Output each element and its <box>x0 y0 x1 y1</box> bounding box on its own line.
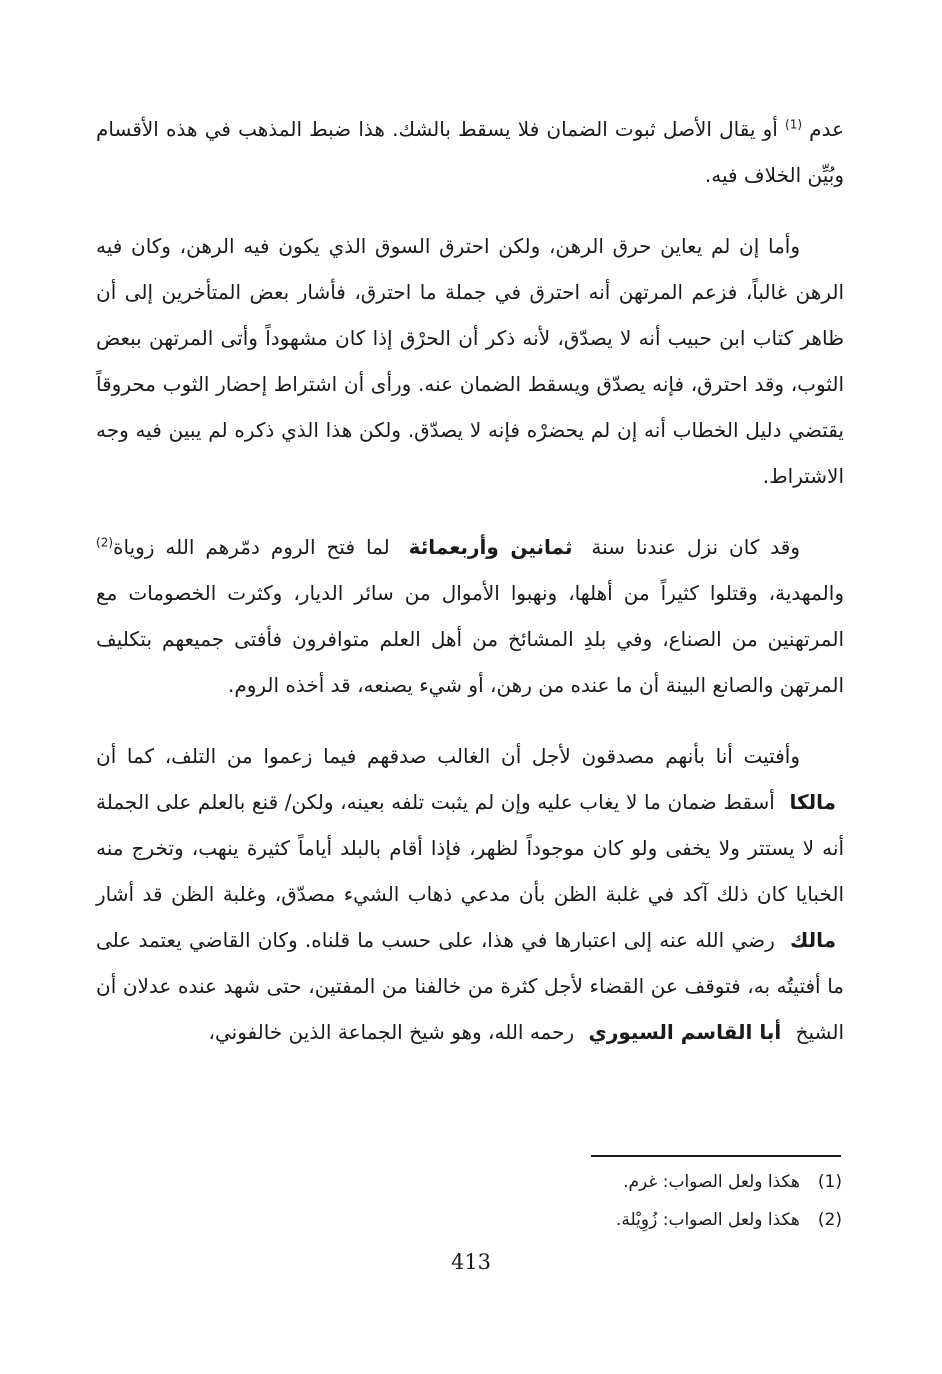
paragraph-3: وقد كان نزل عندنا سنة ثمانين وأربعمائة لما فتح الروم دمّرهم الله زوياة$^{(2)}$ والمهدية، وقتلوا كثيراً من أهلها، ونهبوا الأموال من سائر الديار، وكثرت الخصومات مع المرتهنين من الصناع، وفي بلدِ المشائخ من أهل العلم متوافرون فأفتى جميعهم بتكليف المرتهن والصانع البينة أن ما عنده من رهن، أو شيء يصنعه، قد أخذه الروم. <box>96 535 844 697</box>
footnote-ref-2[interactable]: (2) <box>96 535 114 550</box>
footnote-2 <box>560 1201 842 1239</box>
footnotes <box>560 1163 842 1239</box>
bold-year: ثمانين وأربعمائة <box>408 535 573 559</box>
footnote-text: هكذا ولعل الصواب: زُوِيْلة. <box>616 1210 800 1230</box>
bold-name-malik-1: مالكا <box>789 790 836 814</box>
footnote-number: (1) <box>817 1172 842 1192</box>
page-number: 413 <box>450 1250 492 1274</box>
main-text <box>96 106 844 1080</box>
footnote-ref-1[interactable]: (1) <box>785 117 803 132</box>
paragraph-2: وأما إن لم يعاين حرق الرهن، ولكن احترق السوق الذي يكون فيه الرهن، وكان فيه الرهن غالباً، فزعم المرتهن أنه احترق في جملة ما احترق، فأشار بعض المتأخرين إلى أن ظاهر كتاب ابن حبيب أنه لا يصدّق، لأنه ذكر أن الحرْق إذا كان مشهوداً وأتى المرتهن ببعض الثوب، وقد احترق، فإنه يصدّق ويسقط الضمان عنه. ورأى أن اشتراط إحضار الثوب محروقاً يقتضي دليل الخطاب أنه إن لم يحضرْه فإنه لا يصدّق. ولكن هذا الذي ذكره لم يبين فيه وجه الاشتراط. <box>96 234 844 488</box>
footnote-number: (2) <box>817 1210 842 1230</box>
paragraph-4: وأفتيت أنا بأنهم مصدقون لأجل أن الغالب صدقهم فيما زعموا من التلف، كما أن مالكا أسقط ضمان ما لا يغاب عليه وإن لم يثبت تلفه بعينه، ولكن/ قنع بالعلم على الجملة أنه لا يستتر ولا يخفى ولو كان موجوداً لظهر، فإذا أقام بالبلد أياماً كثيرة ينهب، وتخرج منه الخبايا كان ذلك آكد في غلبة الظن بأن مدعي ذهاب الشيء مصدّق، وغلبة الظن قد أشار مالك رضي الله عنه إلى اعتبارها في هذا، على حسب ما قلناه. وكان القاضي يعتمد على ما أفتيتُه به، فتوقف عن القضاء لأجل كثرة من خالفنا من المفتين، حتى شهد عنده عدلان أن الشيخ أبا القاسم السيوري رحمه الله، وهو شيخ الجماعة الذين خالفوني، <box>96 744 844 1044</box>
footnote-divider <box>591 1155 841 1157</box>
footnote-1 <box>560 1163 842 1201</box>
paragraph-1: عدم $^{(1)}$ أو يقال الأصل ثبوت الضمان فلا يسقط بالشك. هذا ضبط المذهب في هذه الأقسام وبُيِّن الخلاف فيه. <box>96 117 844 187</box>
footnote-text: هكذا ولعل الصواب: غرم. <box>623 1172 800 1192</box>
bold-name-suyuri: أبا القاسم السيوري <box>588 1020 782 1044</box>
bold-name-malik-2: مالك <box>789 928 837 952</box>
